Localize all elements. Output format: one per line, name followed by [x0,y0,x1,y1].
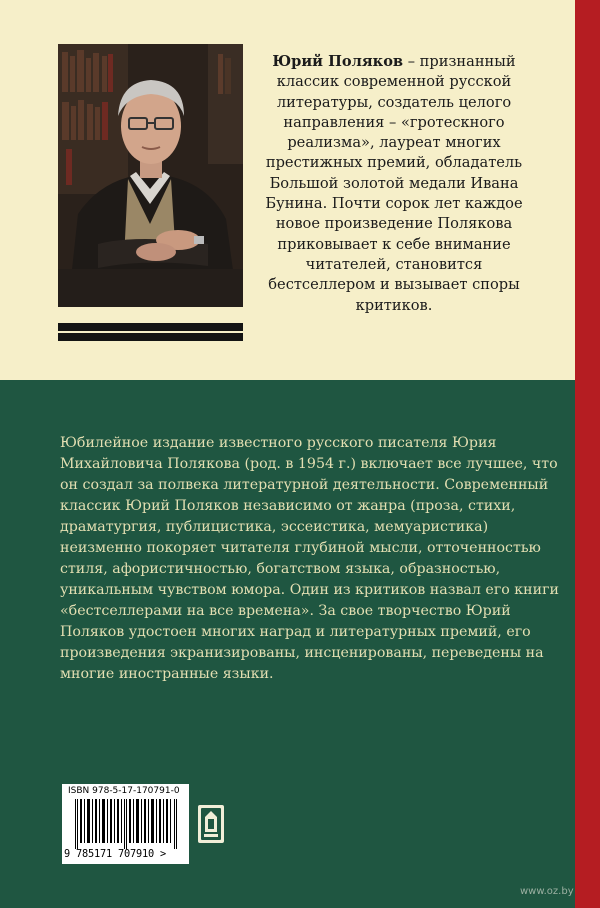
spine-red-strip [575,0,600,908]
author-bio-text: – признанный классик современной русской литературы, создатель целого направления – «гротескного реализма», лауреат многих престижных премий, обладатель Большой золотой медали Ивана Бунина. Почти сорок лет каждое новое произведение Полякова приковывает к себе внимание читателей, становится бестселлером и вызывает споры критиков. [265,53,523,314]
author-bio [259,52,529,316]
isbn-label: ISBN 978-5-17-170791-0 [68,786,180,796]
author-photo [58,44,243,307]
watermark: www.oz.by [520,886,574,897]
lamp-logo-icon [198,805,224,843]
decorative-black-rule [58,323,243,341]
author-name: Юрий Поляков [272,53,404,70]
barcode-box [62,784,189,864]
book-description: Юбилейное издание известного русского писателя Юрия Михайловича Полякова (род. в 1954 г.) включает все лучшее, что он создал за полвека литературной деятельности. Современный классик Юрий Поляков независимо от жанра (проза, стихи, драматургия, публицистика, эссеистика, мемуаристика) неизменно покоряет читателя глубиной мысли, отточенностью стиля, афористичностью, богатством языка, образностью, уникальным чувством юмора. Один из критиков назвал его книги «бестселлерами на все времена». За свое творчество Юрий Поляков удостоен многих наград и литературных премий, его произведения экранизированы, инсценированы, переведены на многие иностранные языки. [60,435,559,682]
barcode-bars [75,799,178,849]
barcode-digits: 9 785171 707910 > [64,848,166,860]
